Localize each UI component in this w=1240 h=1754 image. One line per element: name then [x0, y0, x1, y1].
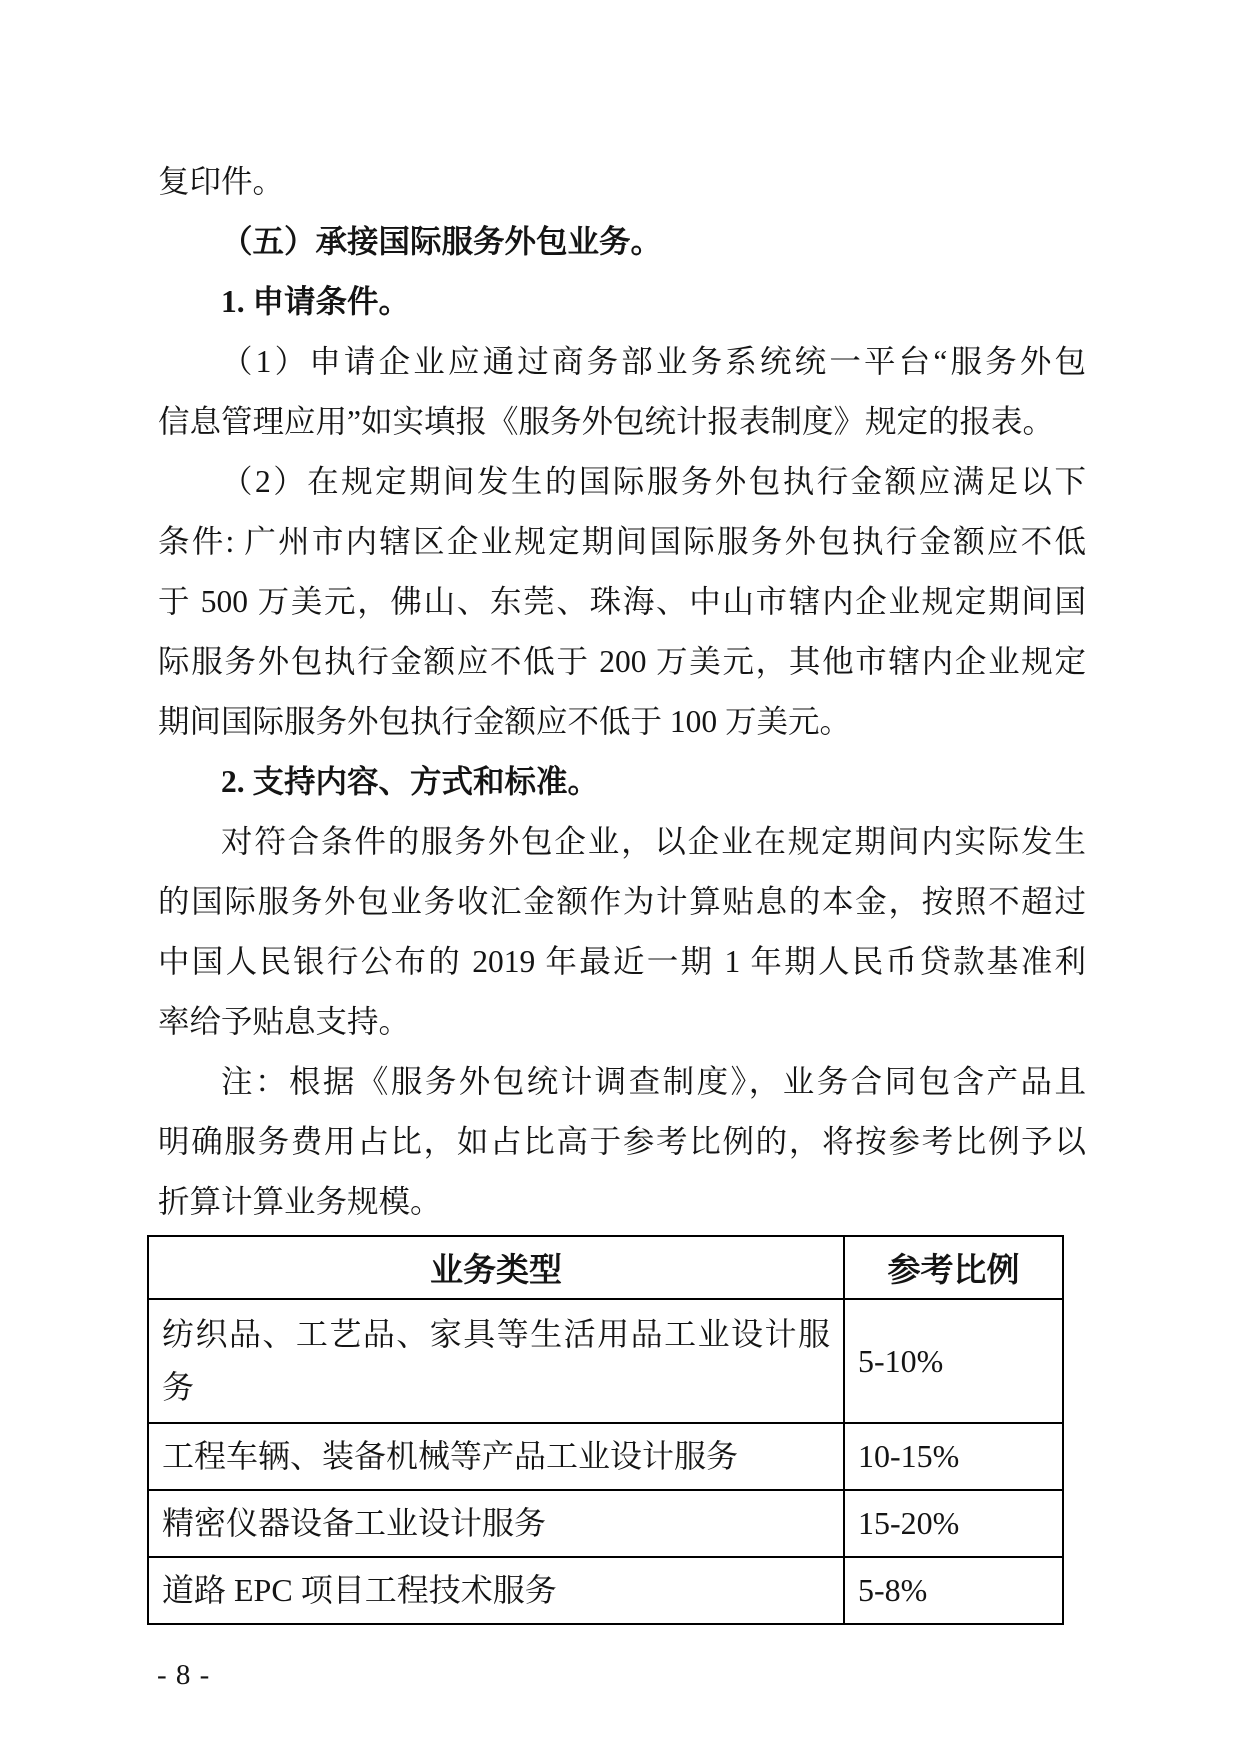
- text-line: 对符合条件的服务外包企业，以企业在规定期间内实际发生: [221, 824, 1086, 859]
- heading-paragraph: [158, 272, 1086, 332]
- reference-ratio-cell: 5-10%: [844, 1299, 1063, 1423]
- heading-paragraph: [158, 752, 1086, 812]
- business-type-cell: 道路 EPC 项目工程技术服务: [148, 1557, 844, 1624]
- table-row: [148, 1423, 1063, 1490]
- text-line: （1）申请企业应通过商务部业务系统统一平台“服务外包: [221, 344, 1086, 379]
- text-line: （2）在规定期间发生的国际服务外包执行金额应满足以下: [221, 464, 1086, 499]
- body-paragraph: [158, 452, 1086, 752]
- text-line: 于 500 万美元，佛山、东莞、珠海、中山市辖内企业规定期间国: [158, 584, 1086, 619]
- reference-ratio-cell: 5-8%: [844, 1557, 1063, 1624]
- reference-ratio-cell: 15-20%: [844, 1490, 1063, 1557]
- column-header-reference-ratio: 参考比例: [844, 1236, 1063, 1299]
- heading-paragraph: [158, 212, 1086, 272]
- body-paragraph: [158, 332, 1086, 452]
- table-row: [148, 1490, 1063, 1557]
- reference-ratio-table: [147, 1235, 1064, 1625]
- text-line: 际服务外包执行金额应不低于 200 万美元，其他市辖内企业规定: [158, 644, 1086, 679]
- business-type-cell: 工程车辆、装备机械等产品工业设计服务: [148, 1423, 844, 1490]
- ratio-table-body: [148, 1299, 1063, 1624]
- text-line: 注：根据《服务外包统计调查制度》，业务合同包含产品且: [221, 1064, 1086, 1099]
- text-line: 信息管理应用”如实填报《服务外包统计报表制度》规定的报表。: [158, 404, 1054, 439]
- document-body: [158, 152, 1086, 1625]
- text-line: 的国际服务外包业务收汇金额作为计算贴息的本金，按照不超过: [158, 884, 1086, 919]
- body-paragraph: [158, 152, 1086, 212]
- text-line: 条件: 广州市内辖区企业规定期间国际服务外包执行金额应不低: [158, 524, 1086, 559]
- column-header-business-type: 业务类型: [148, 1236, 844, 1299]
- text-line: 率给予贴息支持。: [158, 1004, 411, 1039]
- business-type-cell: 精密仪器设备工业设计服务: [148, 1490, 844, 1557]
- text-line: 明确服务费用占比，如占比高于参考比例的，将按参考比例予以: [158, 1124, 1086, 1159]
- table-header-row: [148, 1236, 1063, 1299]
- text-line: 复印件。: [158, 164, 285, 199]
- body-paragraph: [158, 1052, 1086, 1232]
- page-number: - 8 -: [157, 1659, 211, 1691]
- body-paragraph: [158, 812, 1086, 1052]
- text-line: 2. 支持内容、方式和标准。: [221, 764, 600, 799]
- text-line: 中国人民银行公布的 2019 年最近一期 1 年期人民币贷款基准利: [158, 944, 1086, 979]
- ratio-table-header: [148, 1236, 1063, 1299]
- reference-ratio-cell: 10-15%: [844, 1423, 1063, 1490]
- text-line: 1. 申请条件。: [221, 284, 411, 319]
- text-line: （五）承接国际服务外包业务。: [221, 224, 663, 259]
- business-type-cell: 纺织品、工艺品、家具等生活用品工业设计服务: [148, 1299, 844, 1423]
- table-row: [148, 1557, 1063, 1624]
- table-row: [148, 1299, 1063, 1423]
- text-line: 期间国际服务外包执行金额应不低于 100 万美元。: [158, 704, 852, 739]
- text-line: 折算计算业务规模。: [158, 1184, 442, 1219]
